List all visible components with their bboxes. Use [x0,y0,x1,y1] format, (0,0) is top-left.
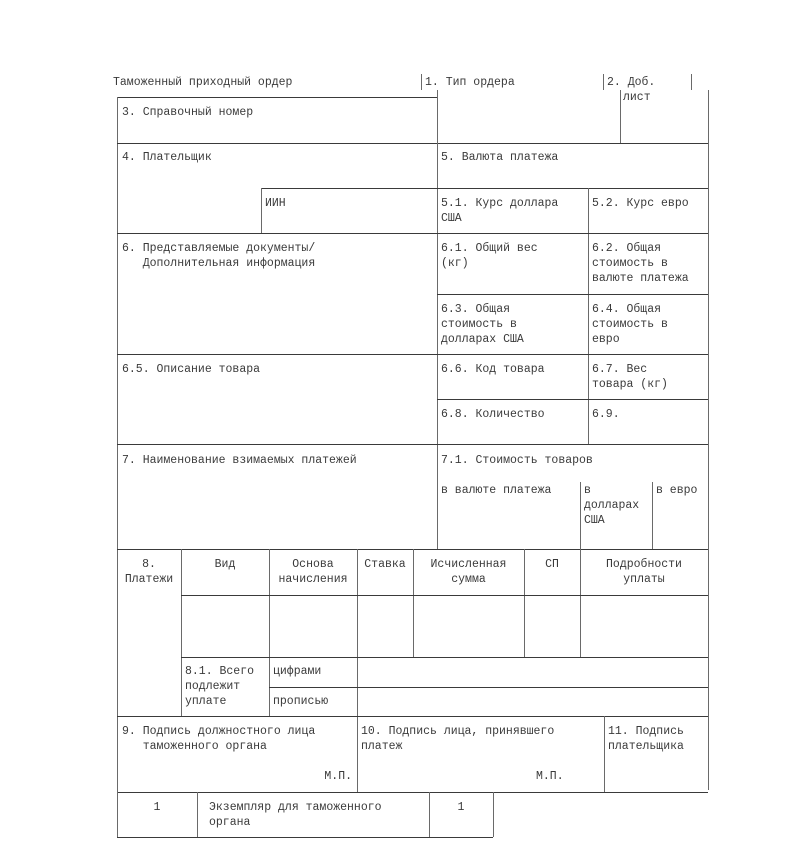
field-11-label-line2: плательщика [608,740,684,753]
copy-label-line1: Экземпляр для таможенного [209,801,382,814]
field-3-label: 3. Справочный номер [122,106,254,119]
field-8-1-label-line1: 8.1. Всего [185,665,255,678]
rule [117,837,493,838]
rule [117,444,708,445]
field-1-label: 1. Тип ордера [425,76,515,89]
field-9-label-line1: 9. Подпись должностного лица [122,725,316,738]
field-6-1-label-line1: 6.1. Общий вес [441,242,538,255]
divider [437,90,438,143]
form-title: Таможенный приходный ордер [113,76,293,89]
col-vid: Вид [214,558,236,571]
col-osnova-line1: Основа [292,558,334,571]
rule [117,97,437,98]
field-5-label: 5. Валюта платежа [441,151,559,164]
field-8-label-line2: Платежи [124,573,174,586]
divider [691,74,692,90]
field-7-label: 7. Наименование взимаемых платежей [122,454,357,467]
divider [357,549,358,792]
field-6-3-label-line2: стоимость в [441,318,517,331]
rule [181,595,708,596]
col-details-line1: Подробности [606,558,682,571]
field-7-1-eur: в евро [656,484,698,497]
copy-number-right: 1 [457,801,465,814]
divider [604,716,605,792]
col-summa-line2: сумма [451,573,486,586]
field-11-label-line1: 11. Подпись [608,725,684,738]
rule [117,233,708,234]
field-6-4-label-line3: евро [592,333,620,346]
rule [117,792,708,793]
divider [620,90,621,143]
col-stavka: Ставка [364,558,406,571]
field-6-label-line2: Дополнительная информация [122,257,316,270]
copy-number-left: 1 [153,801,161,814]
field-9-label-line2: таможенного органа [122,740,267,753]
divider [493,792,494,837]
field-6-2-label-line2: стоимость в [592,257,668,270]
field-10-label-line1: 10. Подпись лица, принявшего [361,725,555,738]
field-8-1-label-line3: уплате [185,695,227,708]
col-details-line2: уплаты [623,573,665,586]
rule [261,188,708,189]
divider [181,549,182,716]
stamp-label-9: М.П. [324,770,352,783]
field-6-7-label-line2: товара (кг) [592,378,668,391]
divider [197,792,198,837]
words-label: прописью [273,695,329,708]
divider [421,74,422,90]
field-7-1-usd-line3: США [584,514,605,527]
field-6-6-label: 6.6. Код товара [441,363,545,376]
rule [269,687,708,688]
field-6-4-label-line2: стоимость в [592,318,668,331]
divider [588,188,589,444]
field-6-1-label-line2: (кг) [441,257,469,270]
field-6-8-label: 6.8. Количество [441,408,545,421]
field-7-1-currency: в валюте платежа [441,484,552,497]
field-5-2-label: 5.2. Курс евро [592,197,689,210]
col-osnova-line2: начисления [278,573,348,586]
copy-label-line2: органа [209,816,251,829]
field-2-label-line1: 2. Доб. [607,76,656,89]
field-7-1-label: 7.1. Стоимость товаров [441,454,593,467]
divider [652,482,653,549]
rule [117,354,708,355]
field-6-3-label-line1: 6.3. Общая [441,303,511,316]
field-2-label-line2: лист [623,91,651,104]
iin-label: ИИН [265,197,286,210]
digits-label: цифрами [273,665,322,678]
field-7-1-usd-line2: долларах [584,499,640,512]
stamp-label-10: М.П. [536,770,564,783]
field-8-label-line1: 8. [142,558,156,571]
field-6-9-label: 6.9. [592,408,620,421]
field-6-3-label-line3: долларах США [441,333,524,346]
col-sp: СП [545,558,559,571]
field-5-1-label-line2: США [441,212,462,225]
field-6-2-label-line3: валюте платежа [592,272,689,285]
rule [117,716,708,717]
divider [580,482,581,549]
right-border [708,90,709,790]
field-6-2-label-line1: 6.2. Общая [592,242,662,255]
rule [117,143,708,144]
rule [437,294,708,295]
divider [603,74,604,90]
field-6-label-line1: 6. Представляемые документы/ [122,242,316,255]
field-5-1-label-line1: 5.1. Курс доллара [441,197,559,210]
col-summa-line1: Исчисленная [430,558,507,571]
divider [437,143,438,549]
field-6-5-label: 6.5. Описание товара [122,363,261,376]
field-8-1-label-line2: подлежит [185,680,241,693]
rule [437,399,708,400]
field-4-label: 4. Плательщик [122,151,212,164]
field-6-7-label-line1: 6.7. Вес [592,363,648,376]
field-6-4-label-line1: 6.4. Общая [592,303,662,316]
divider [261,188,262,233]
field-10-label-line2: платеж [361,740,403,753]
field-7-1-usd-line1: в [584,484,591,497]
rule [181,657,708,658]
